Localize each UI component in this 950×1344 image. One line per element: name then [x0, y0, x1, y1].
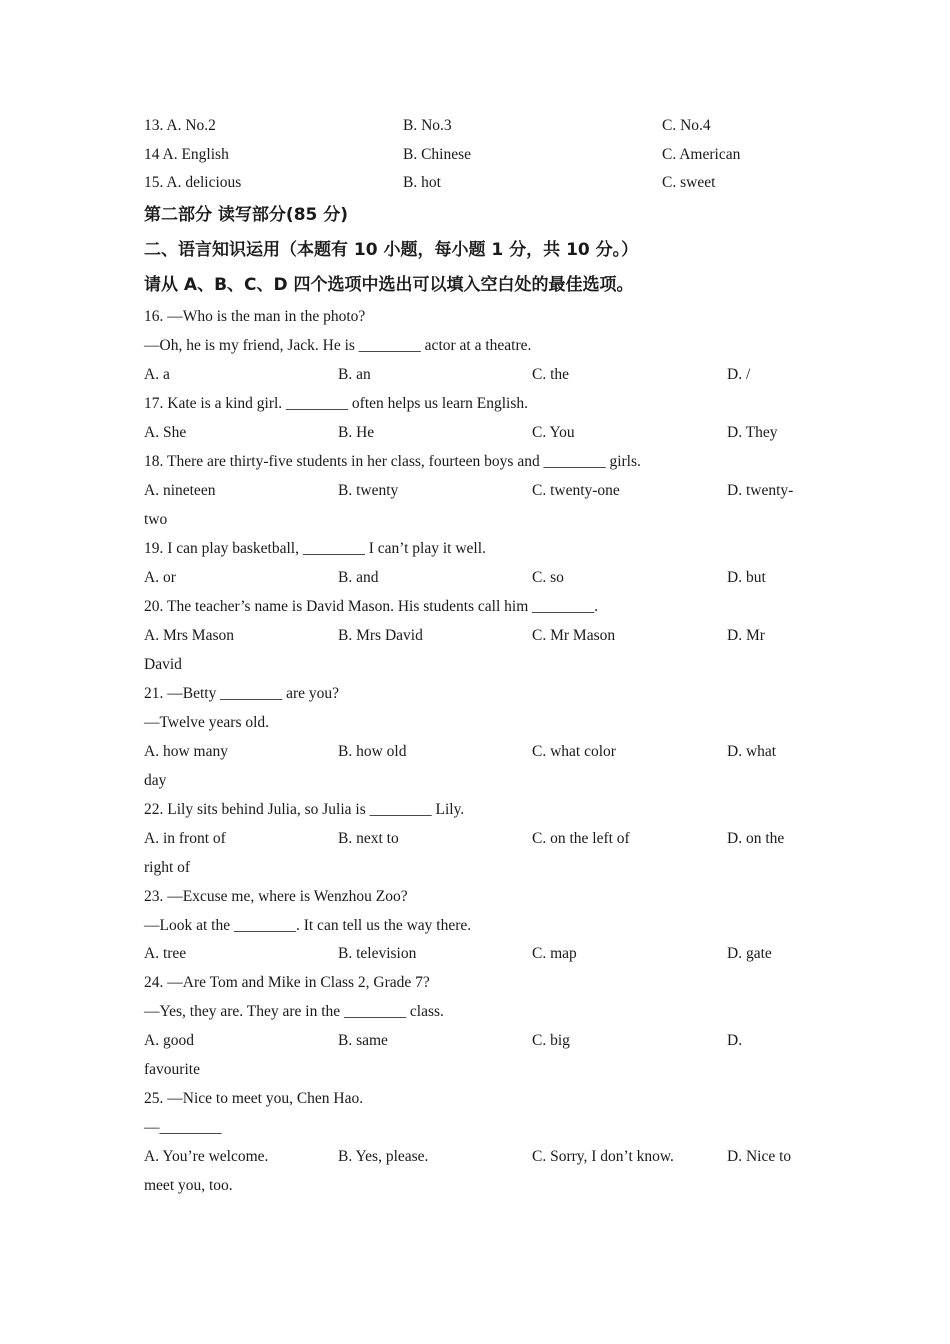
part-title: 第二部分 读写部分(85 分)	[144, 205, 349, 225]
q21-option-d: D. what	[727, 743, 777, 760]
q19-option-d: D. but	[727, 569, 766, 586]
q24-stem-2: —Yes, they are. They are in the ________ class.	[144, 1003, 444, 1020]
q24-option-c: C. big	[532, 1032, 570, 1049]
q18-option-c: C. twenty-one	[532, 482, 620, 499]
q13-option-c: C. No.4	[662, 117, 711, 134]
q17-option-a: A. She	[144, 424, 187, 441]
q21-option-d-wrap: day	[144, 772, 167, 789]
q16-option-c: C. the	[532, 366, 570, 383]
q22-stem: 22. Lily sits behind Julia, so Julia is ________ Lily.	[144, 801, 465, 818]
q23-option-d: D. gate	[727, 945, 772, 962]
q21-option-c: C. what color	[532, 743, 616, 760]
q18-option-a: A. nineteen	[144, 482, 216, 499]
q23-stem-2: —Look at the ________. It can tell us the way there.	[144, 917, 472, 934]
q23-option-a: A. tree	[144, 945, 187, 962]
q25-option-d: D. Nice to	[727, 1148, 792, 1165]
q20-option-a: A. Mrs Mason	[144, 627, 234, 644]
q17-option-b: B. He	[338, 424, 375, 441]
q20-option-d: D. Mr	[727, 627, 765, 644]
q22-option-a: A. in front of	[144, 830, 226, 847]
q15-option-c: C. sweet	[662, 174, 716, 191]
q25-stem: 25. —Nice to meet you, Chen Hao.	[144, 1090, 364, 1107]
q19-option-c: C. so	[532, 569, 564, 586]
q24-option-d-wrap: favourite	[144, 1061, 200, 1078]
q22-option-b: B. next to	[338, 830, 399, 847]
q24-option-d: D.	[727, 1032, 743, 1049]
q19-option-a: A. or	[144, 569, 176, 586]
q24-option-a: A. good	[144, 1032, 194, 1049]
q22-option-d-wrap: right of	[144, 859, 191, 876]
q20-option-d-wrap: David	[144, 656, 182, 673]
q25-option-d-wrap: meet you, too.	[144, 1177, 233, 1194]
q18-option-b: B. twenty	[338, 482, 399, 499]
q17-option-c: C. You	[532, 424, 575, 441]
q25-stem-2: —________	[144, 1119, 222, 1136]
q23-stem: 23. —Excuse me, where is Wenzhou Zoo?	[144, 888, 408, 905]
q21-option-b: B. how old	[338, 743, 407, 760]
q19-option-b: B. and	[338, 569, 379, 586]
q22-option-d: D. on the	[727, 830, 785, 847]
q13-option-b: B. No.3	[403, 117, 452, 134]
q15-option-a: 15. A. delicious	[144, 174, 242, 191]
q25-option-b: B. Yes, please.	[338, 1148, 429, 1165]
q17-option-d: D. They	[727, 424, 778, 441]
q20-stem: 20. The teacher’s name is David Mason. His students call him ________.	[144, 598, 599, 615]
q24-stem: 24. —Are Tom and Mike in Class 2, Grade 7?	[144, 974, 430, 991]
q20-option-c: C. Mr Mason	[532, 627, 616, 644]
q22-option-c: C. on the left of	[532, 830, 630, 847]
q23-option-c: C. map	[532, 945, 577, 962]
q21-stem-2: —Twelve years old.	[144, 714, 270, 731]
q18-stem: 18. There are thirty-five students in her class, fourteen boys and ________ girls.	[144, 453, 641, 470]
q21-option-a: A. how many	[144, 743, 228, 760]
subsection-title: 二、语言知识运用（本题有 10 小题，每小题 1 分，共 10 分。）	[144, 240, 639, 260]
q25-option-a: A. You’re welcome.	[144, 1148, 269, 1165]
q23-option-b: B. television	[338, 945, 417, 962]
q18-option-d-wrap: two	[144, 511, 168, 528]
q14-option-c: C. American	[662, 146, 741, 163]
q25-option-c: C. Sorry, I don’t know.	[532, 1148, 674, 1165]
q16-option-d: D. /	[727, 366, 751, 383]
q14-option-a: 14 A. English	[144, 146, 229, 163]
instruction: 请从 A、B、C、D 四个选项中选出可以填入空白处的最佳选项。	[144, 275, 634, 295]
q20-option-b: B. Mrs David	[338, 627, 423, 644]
q24-option-b: B. same	[338, 1032, 388, 1049]
q14-option-b: B. Chinese	[403, 146, 472, 163]
q16-stem-2: —Oh, he is my friend, Jack. He is ________ actor at a theatre.	[144, 337, 532, 354]
q16-option-b: B. an	[338, 366, 371, 383]
q19-stem: 19. I can play basketball, ________ I can’t play it well.	[144, 540, 486, 557]
q17-stem: 17. Kate is a kind girl. ________ often helps us learn English.	[144, 395, 528, 412]
q21-stem: 21. —Betty ________ are you?	[144, 685, 340, 702]
q16-option-a: A. a	[144, 366, 170, 383]
q13-option-a: 13. A. No.2	[144, 117, 216, 134]
q15-option-b: B. hot	[403, 174, 441, 191]
q16-stem: 16. —Who is the man in the photo?	[144, 308, 366, 325]
q18-option-d: D. twenty-	[727, 482, 794, 499]
